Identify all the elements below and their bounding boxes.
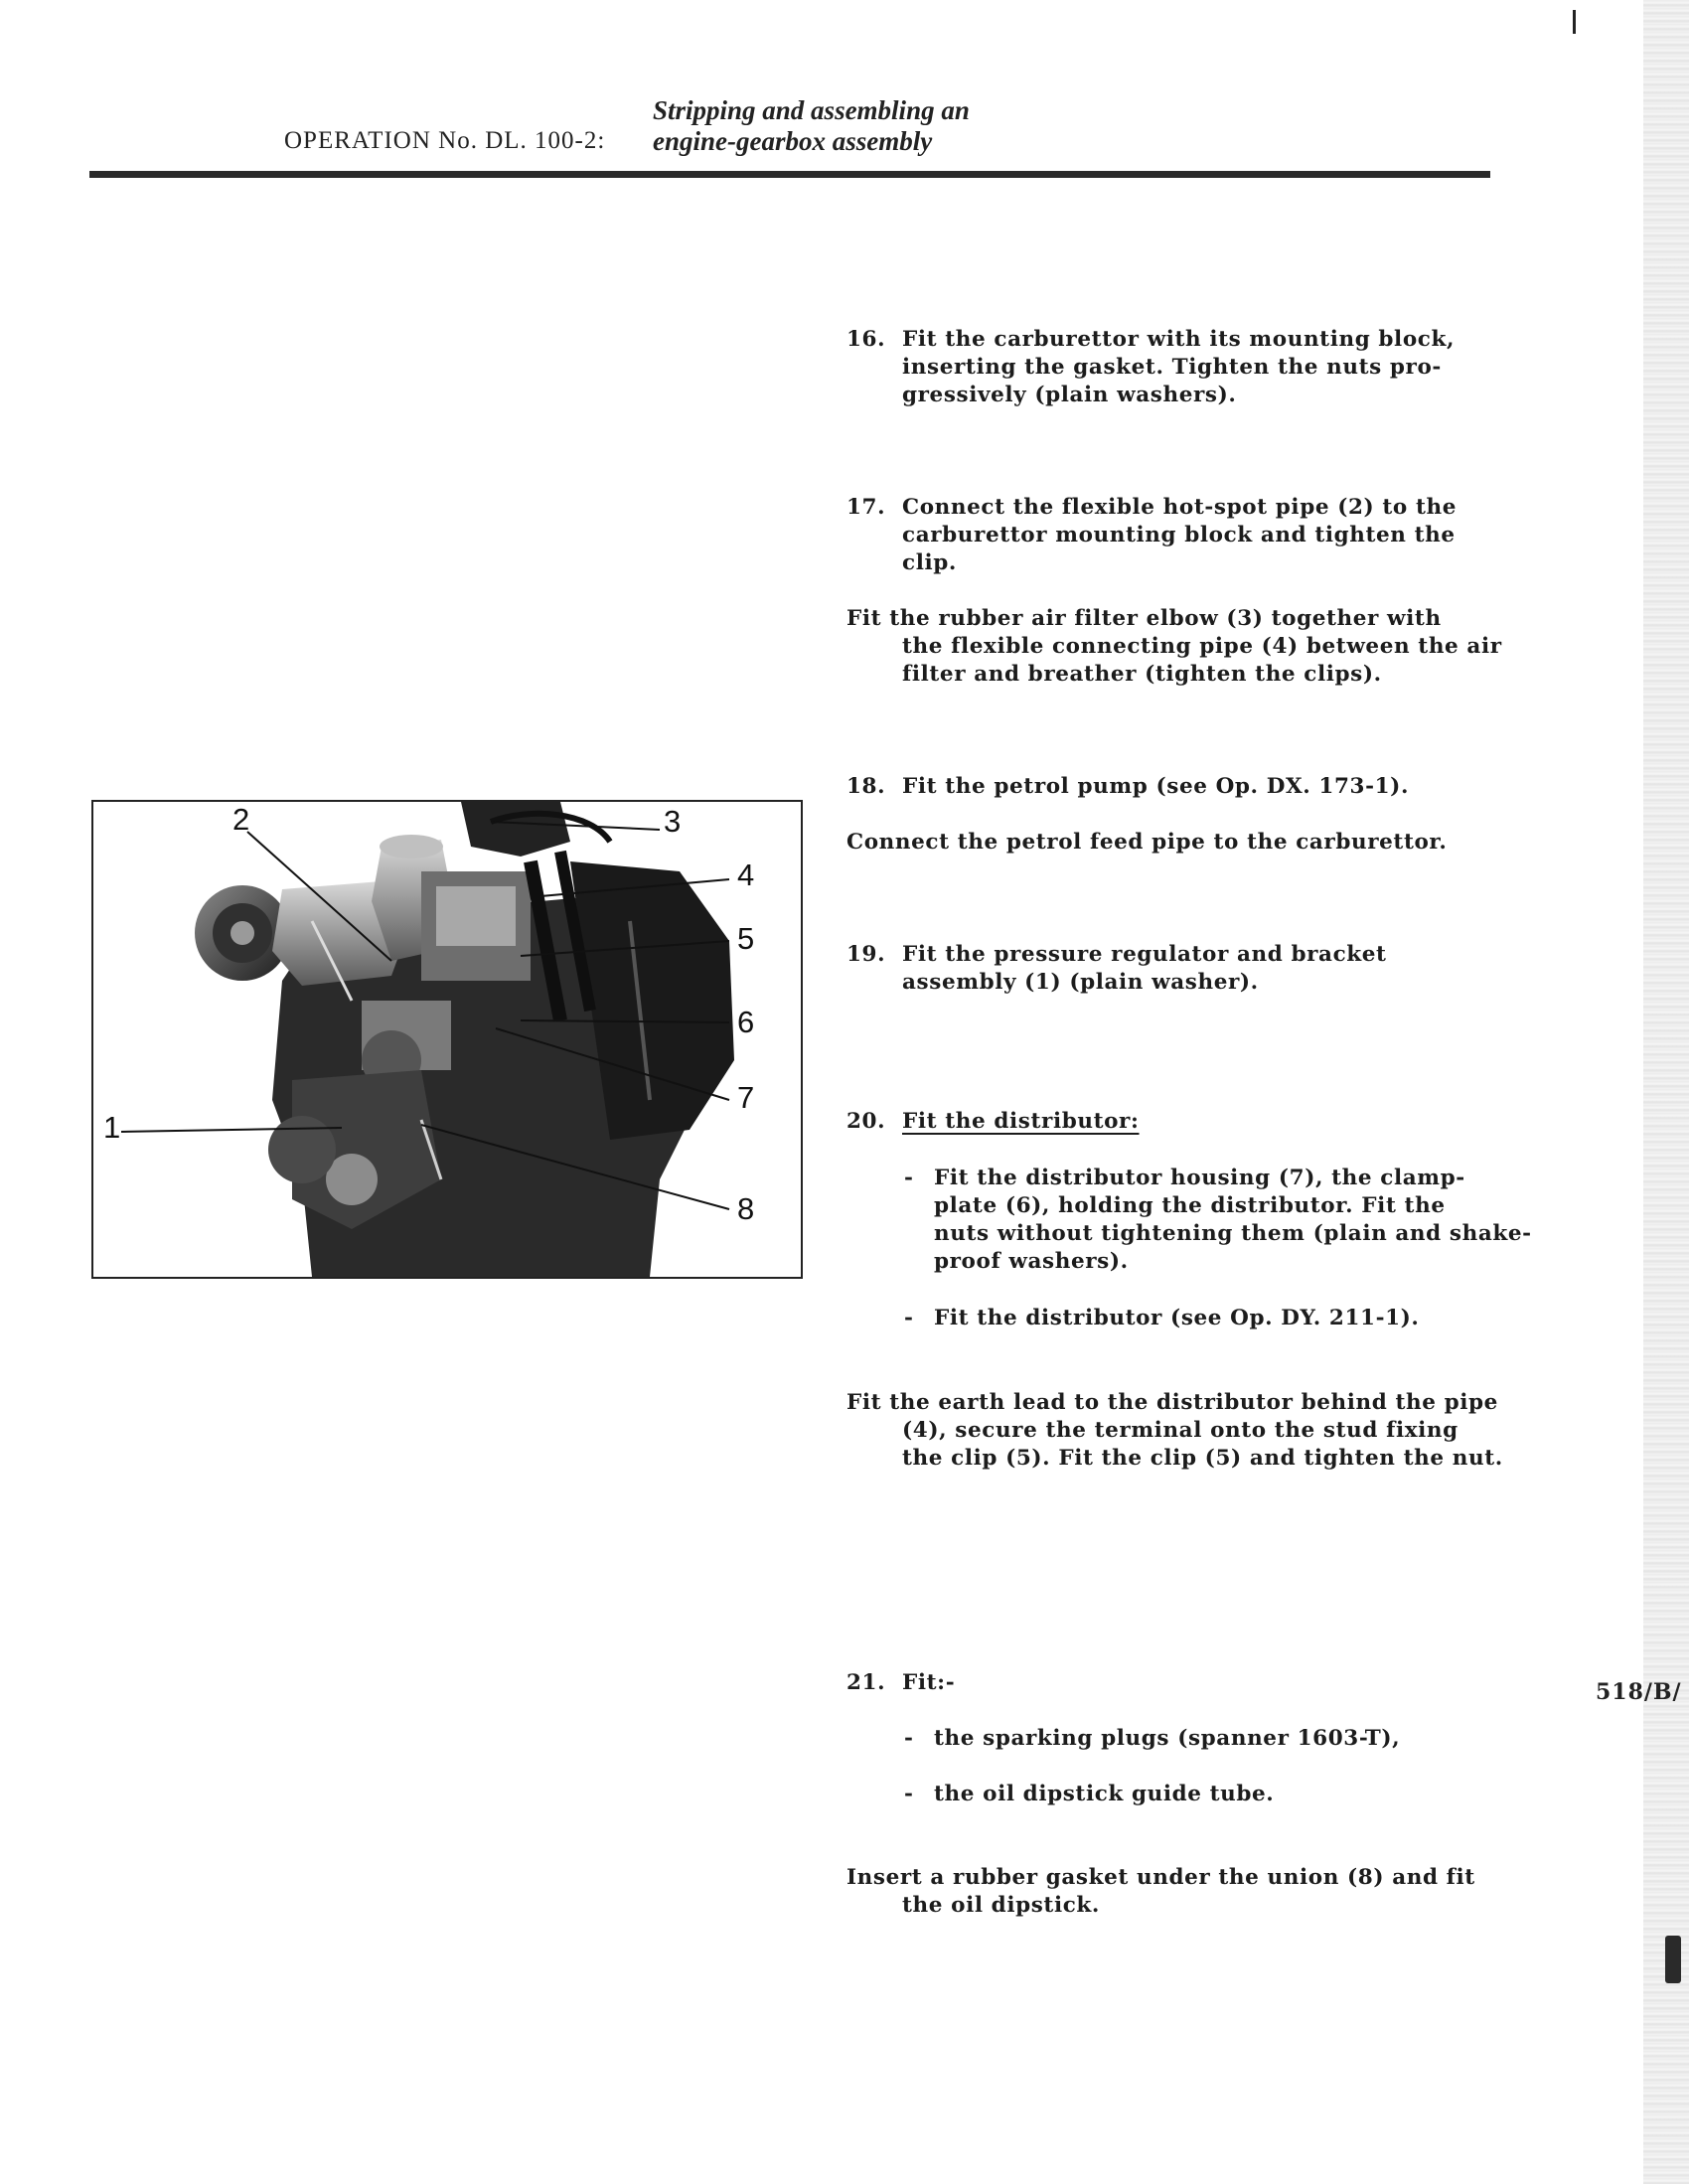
step-20-item-2 bbox=[904, 1305, 1420, 1332]
step-text: Connect the flexible hot-spot pipe (2) to the bbox=[902, 495, 1457, 520]
step-text: assembly (1) (plain washer). bbox=[902, 970, 1259, 995]
operation-number: OPERATION No. DL. 100-2: bbox=[284, 127, 606, 154]
paragraph-text: Fit the rubber air filter elbow (3) together with bbox=[846, 606, 1442, 631]
step-text: gressively (plain washers). bbox=[902, 383, 1237, 407]
paragraph-air-filter bbox=[846, 605, 1502, 689]
engine-figure bbox=[91, 800, 803, 1279]
step-number: 18. bbox=[846, 774, 886, 799]
paragraph-text: the flexible connecting pipe (4) between the air bbox=[902, 634, 1502, 659]
scan-mark bbox=[1573, 10, 1576, 34]
step-number: 19. bbox=[846, 942, 886, 967]
paragraph-petrol-feed bbox=[846, 829, 1447, 857]
item-text: plate (6), holding the distributor. Fit the bbox=[934, 1193, 1446, 1218]
step-20-item-1 bbox=[904, 1165, 1532, 1276]
scan-edge bbox=[1643, 0, 1689, 2184]
callout-6: 6 bbox=[737, 1005, 755, 1039]
step-20 bbox=[846, 1108, 1140, 1136]
callout-5: 5 bbox=[737, 921, 755, 956]
item-text: nuts without tightening them (plain and shake- bbox=[934, 1221, 1532, 1246]
callout-2: 2 bbox=[232, 802, 250, 837]
callout-8: 8 bbox=[737, 1191, 755, 1226]
callout-1: 1 bbox=[103, 1110, 121, 1145]
item-text: the sparking plugs (spanner 1603-T), bbox=[934, 1726, 1401, 1751]
step-21-item-1 bbox=[904, 1725, 1401, 1753]
step-text: Fit the pressure regulator and bracket bbox=[902, 942, 1387, 967]
paragraph-text: (4), secure the terminal onto the stud fixing bbox=[902, 1418, 1459, 1443]
step-number: 21. bbox=[846, 1670, 886, 1695]
step-number: 20. bbox=[846, 1109, 886, 1134]
paragraph-text: filter and breather (tighten the clips). bbox=[902, 662, 1382, 687]
step-text: Fit the petrol pump (see Op. DX. 173-1). bbox=[902, 774, 1410, 799]
bullet-dash: - bbox=[904, 1726, 914, 1751]
step-number: 16. bbox=[846, 327, 886, 352]
paragraph-text: Insert a rubber gasket under the union (8) and fit bbox=[846, 1865, 1475, 1890]
step-number: 17. bbox=[846, 495, 886, 520]
item-text: the oil dipstick guide tube. bbox=[934, 1782, 1275, 1806]
step-text: carburettor mounting block and tighten the bbox=[902, 523, 1456, 547]
page-title-line-1: Stripping and assembling an bbox=[653, 95, 970, 125]
header-rule bbox=[89, 171, 1490, 178]
callout-3: 3 bbox=[664, 804, 682, 839]
bullet-dash: - bbox=[904, 1782, 914, 1806]
engine-photo bbox=[93, 802, 801, 1277]
callout-4: 4 bbox=[737, 858, 755, 892]
page-reference: 518/B/ bbox=[1596, 1679, 1682, 1705]
step-heading: Fit the distributor: bbox=[902, 1109, 1140, 1134]
step-16 bbox=[846, 326, 1455, 409]
edge-tab bbox=[1665, 1936, 1681, 1983]
step-text: Fit the carburettor with its mounting block, bbox=[902, 327, 1456, 352]
item-text: Fit the distributor (see Op. DY. 211-1). bbox=[934, 1306, 1420, 1330]
bullet-dash: - bbox=[904, 1166, 914, 1190]
page-title bbox=[653, 95, 970, 157]
paragraph-dipstick bbox=[846, 1864, 1475, 1920]
step-21-item-2 bbox=[904, 1781, 1275, 1808]
bullet-dash: - bbox=[904, 1306, 914, 1330]
step-17 bbox=[846, 494, 1457, 577]
step-text: inserting the gasket. Tighten the nuts pro- bbox=[902, 355, 1442, 380]
step-text: clip. bbox=[902, 550, 957, 575]
paragraph-text: the oil dipstick. bbox=[902, 1893, 1100, 1918]
item-text: proof washers). bbox=[934, 1249, 1129, 1274]
paragraph-earth-lead bbox=[846, 1389, 1503, 1473]
step-18 bbox=[846, 773, 1409, 801]
paragraph-text: Connect the petrol feed pipe to the carburettor. bbox=[846, 830, 1448, 855]
paragraph-text: the clip (5). Fit the clip (5) and tighten the nut. bbox=[902, 1446, 1503, 1471]
callout-7: 7 bbox=[737, 1080, 755, 1115]
paragraph-text: Fit the earth lead to the distributor behind the pipe bbox=[846, 1390, 1498, 1415]
step-21 bbox=[846, 1669, 955, 1697]
step-19 bbox=[846, 941, 1387, 997]
item-text: Fit the distributor housing (7), the clamp- bbox=[934, 1166, 1465, 1190]
step-heading: Fit:- bbox=[902, 1670, 956, 1695]
page-title-line-2: engine-gearbox assembly bbox=[653, 126, 933, 156]
